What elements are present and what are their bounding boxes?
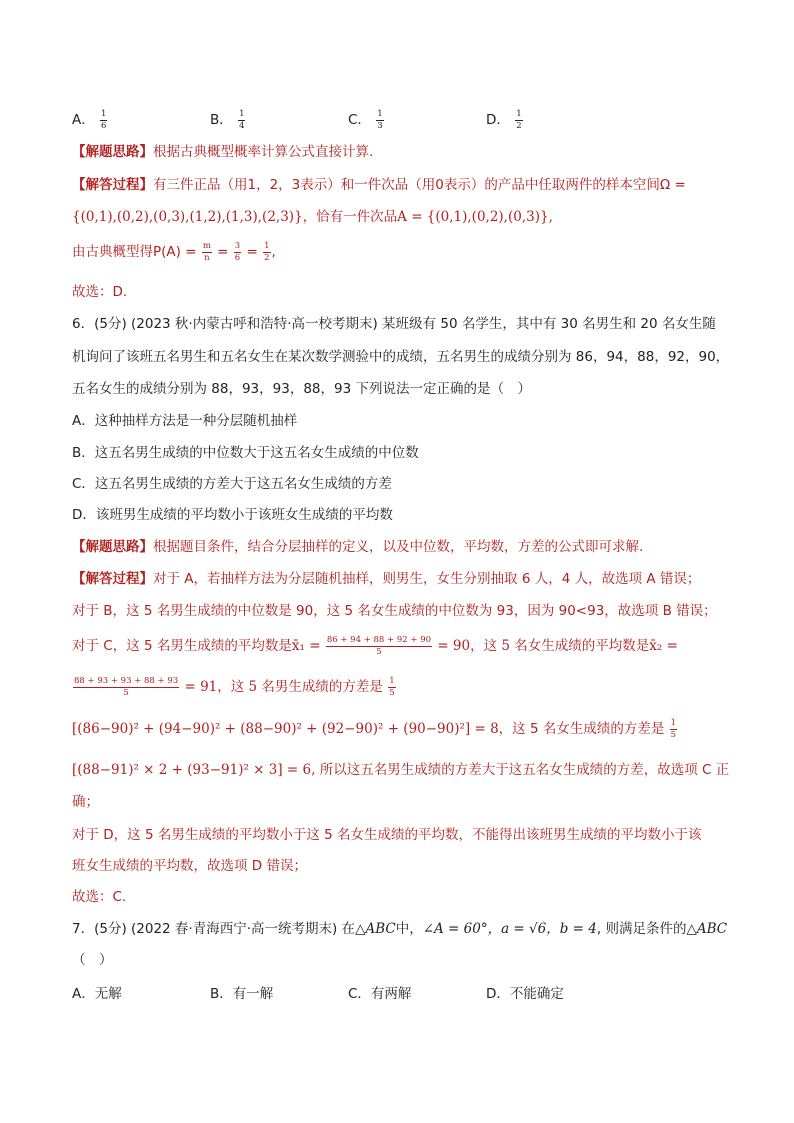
fraction-female-mean: $\frac{88 + 93 + 93 + 88 + 93}{5}$ (74, 676, 179, 698)
fraction-one-fifth: $\frac{1}{5}$ (389, 676, 395, 698)
q5-solution-process-line-1: 【解答过程】有三件正品（用1，2，3表示）和一件次品（用0表示）的产品中任取两件的样本空间Ω = (72, 177, 686, 193)
q6-solution-process-line-6: [(88−91)² × 2 + (93−91)² × 3] = 6, 所以这五名男生成绩的方差大于这五名女生成绩的方差，故选项 C 正 (72, 762, 730, 778)
q5-option-d-fraction: $\frac{1}{2}$ (516, 109, 522, 131)
q7-stem-line-1: 7．(5分) (2022 春·青海西宁·高一统考期末) 在△ABC中，∠A = 60°，a = √6，b = 4, 则满足条件的△ABC (72, 921, 728, 937)
q5-option-b: B． $\frac{1}{4}$ (210, 109, 245, 131)
q6-solution-process-line-5: [(86−90)² + (94−90)² + (88−90)² + (92−90)² + (90−90)²] = 8，这 5 名女生成绩的方差是 $\frac{1}{5}$ (72, 718, 677, 740)
q5-option-c: C． $\frac{1}{3}$ (348, 109, 383, 131)
q6-solution-process-line-3: 对于 C，这 5 名男生成绩的平均数是x̄₁ = $\frac{86 + 94 + 88 + 92 + 90}{5}$ = 90，这 5 名女生成绩的平均数是x̄₂ = (72, 635, 678, 657)
q5-option-c-fraction: $\frac{1}{3}$ (377, 109, 383, 131)
fraction-1-over-2: $\frac{1}{2}$ (264, 241, 270, 263)
q6-stem-line-3: 五名女生的成绩分别为 88，93，93，88，93 下列说法一定正确的是（ ） (72, 381, 531, 397)
q6-solution-process-line-9: 班女生成绩的平均数，故选项 D 错误； (72, 858, 307, 874)
q5-solution-process-line-3: 由古典概型得P(A) = $\frac{m}{n}$ = $\frac{3}{6}$ = $\frac{1}{2}$ , (72, 241, 276, 263)
q5-answer: 故选：D. (72, 284, 128, 300)
q6-solution-process-line-8: 对于 D，这 5 名男生成绩的平均数小于这 5 名女生成绩的平均数，不能得出该班男生成绩的平均数小于该 (72, 827, 702, 843)
q5-solution-process-line-2: {(0,1),(0,2),(0,3),(1,2),(1,3),(2,3)}，恰有一件次品A = {(0,1),(0,2),(0,3)}, (72, 209, 553, 225)
q6-option-b: B．这五名男生成绩的中位数大于这五名女生成绩的中位数 (72, 445, 419, 461)
q6-solution-process-line-4: $\frac{88 + 93 + 93 + 88 + 93}{5}$ = 91，这 5 名男生成绩的方差是 $\frac{1}{5}$ (74, 676, 395, 698)
q5-option-d: D． $\frac{1}{2}$ (486, 109, 522, 131)
fraction-m-over-n: $\frac{m}{n}$ (202, 241, 211, 263)
q6-stem-line-2: 机询问了该班五名男生和五名女生在某次数学测验中的成绩，五名男生的成绩分别为 86，94，88，92，90， (72, 349, 730, 365)
q6-solution-process-line-7: 确； (72, 794, 99, 810)
fraction-male-mean: $\frac{86 + 94 + 88 + 92 + 90}{5}$ (326, 635, 432, 657)
q6-solution-idea: 【解题思路】根据题目条件，结合分层抽样的定义，以及中位数，平均数，方差的公式即可求解. (72, 539, 644, 555)
q5-option-a: A． $\frac{1}{6}$ (72, 109, 107, 131)
q6-answer: 故选：C. (72, 889, 127, 905)
q5-option-b-fraction: $\frac{1}{4}$ (239, 109, 245, 131)
q7-stem-line-2: （ ） (72, 952, 113, 968)
q5-option-a-fraction: $\frac{1}{6}$ (101, 109, 107, 131)
q6-stem-line-1: 6．(5分) (2023 秋·内蒙古呼和浩特·高一校考期末) 某班级有 50 名学生，其中有 30 名男生和 20 名女生随 (72, 316, 716, 332)
q6-solution-process-line-2: 对于 B，这 5 名男生成绩的中位数是 90，这 5 名女生成绩的中位数为 93，因为 90<93，故选项 B 错误； (72, 603, 717, 619)
q6-solution-process-line-1: 【解答过程】对于 A，若抽样方法为分层随机抽样，则男生，女生分别抽取 6 人，4 人，故选项 A 错误； (72, 571, 701, 587)
q5-solution-idea: 【解题思路】根据古典概型概率计算公式直接计算. (72, 144, 374, 160)
q6-option-c: C．这五名男生成绩的方差大于这五名女生成绩的方差 (72, 476, 392, 492)
q7-option-c: C．有两解 (348, 986, 412, 1002)
q7-option-d: D．不能确定 (486, 986, 564, 1002)
fraction-3-over-6: $\frac{3}{6}$ (234, 241, 241, 263)
q6-option-a: A．这种抽样方法是一种分层随机抽样 (72, 413, 298, 429)
q7-option-a: A．无解 (72, 986, 122, 1002)
fraction-one-fifth: $\frac{1}{5}$ (670, 718, 677, 740)
q6-option-d: D．该班男生成绩的平均数小于该班女生成绩的平均数 (72, 507, 393, 523)
q7-option-b: B．有一解 (210, 986, 274, 1002)
